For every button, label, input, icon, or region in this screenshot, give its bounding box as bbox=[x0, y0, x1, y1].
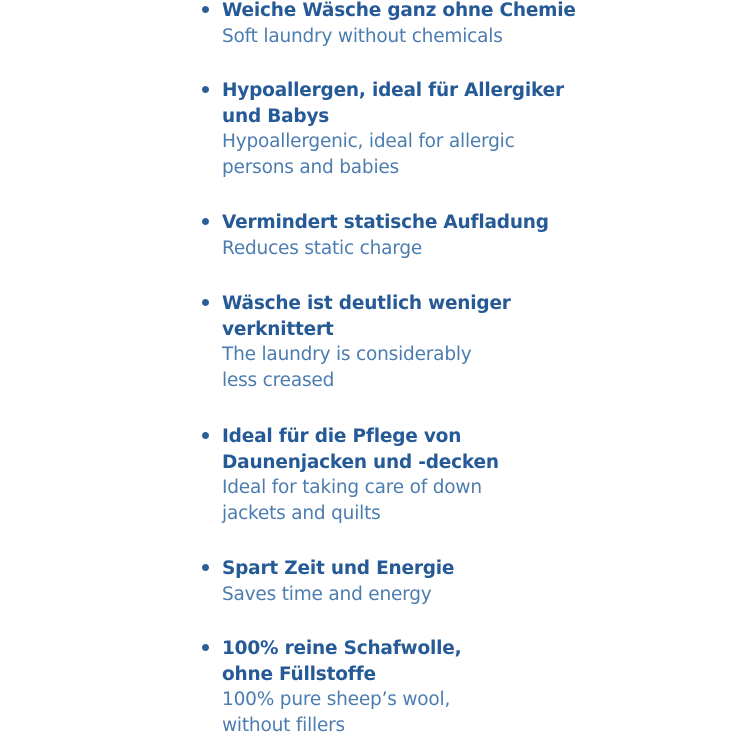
bullet-icon bbox=[202, 299, 209, 306]
feature-english: Ideal for taking care of down jackets and quilts bbox=[222, 477, 482, 524]
feature-english: Hypoallergenic, ideal for allergic persons and babies bbox=[222, 131, 515, 178]
feature-german: Ideal für die Pflege von Daunenjacken und -decken bbox=[222, 426, 499, 473]
bullet-icon bbox=[202, 564, 209, 571]
feature-german: Weiche Wäsche ganz ohne Chemie bbox=[222, 0, 576, 21]
feature-english: Reduces static charge bbox=[222, 237, 423, 259]
bullet-icon bbox=[202, 86, 209, 93]
feature-german: Wäsche ist deutlich weniger verknittert bbox=[222, 293, 511, 340]
bullet-icon bbox=[202, 644, 209, 651]
feature-english: The laundry is considerably less creased bbox=[222, 344, 472, 391]
feature-german: 100% reine Schafwolle, ohne Füllstoffe bbox=[222, 638, 462, 685]
bullet-icon bbox=[202, 432, 209, 439]
bullet-icon bbox=[202, 218, 209, 225]
feature-german: Hypoallergen, ideal für Allergiker und Babys bbox=[222, 80, 564, 127]
feature-english: Saves time and energy bbox=[222, 583, 432, 605]
bullet-icon bbox=[202, 6, 209, 13]
feature-english: Soft laundry without chemicals bbox=[222, 25, 503, 47]
feature-english: 100% pure sheep’s wool, without fillers bbox=[222, 689, 451, 736]
feature-german: Vermindert statische Aufladung bbox=[222, 212, 549, 233]
feature-german: Spart Zeit und Energie bbox=[222, 558, 455, 579]
